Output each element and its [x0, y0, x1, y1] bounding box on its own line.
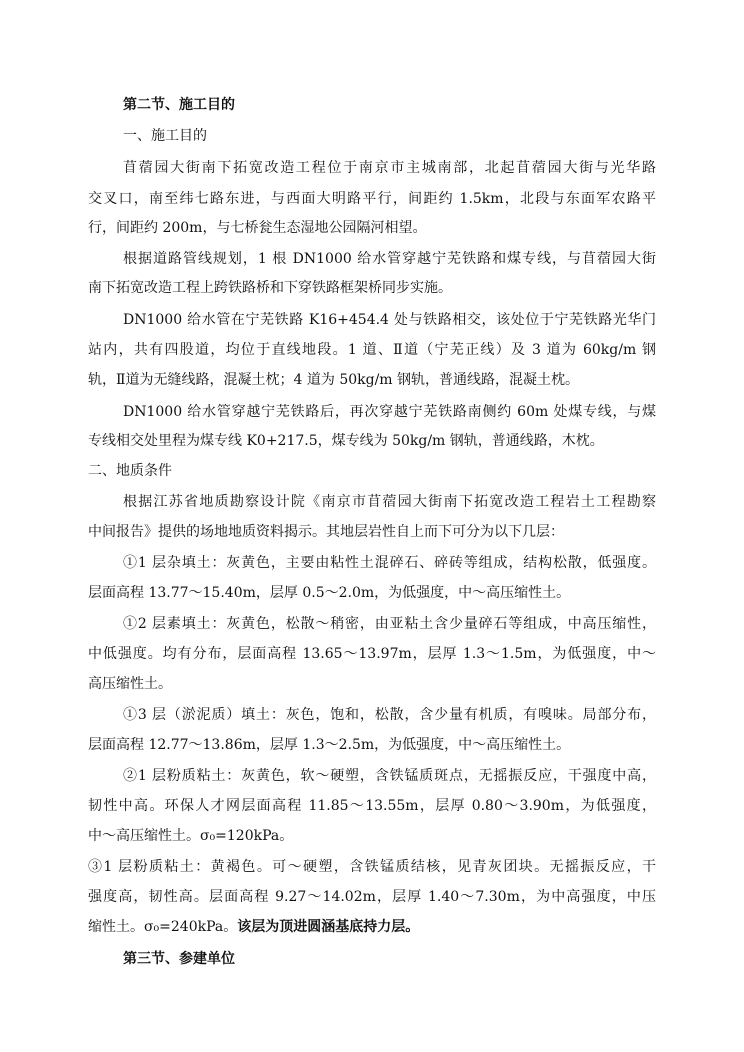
paragraph-text: 缩性土。σ₀=240kPa。 — [88, 919, 238, 935]
section3-heading: 第三节、参建单位 — [123, 951, 235, 967]
paragraph-line: 强度高，韧性高。层面高程 9.27～14.02m，层厚 1.40～7.30m，为中高强度，中压 — [88, 889, 656, 905]
paragraph-line: 层面高程 13.77～15.40m，层厚 0.5～2.0m，为低强度，中～高压缩性土。 — [88, 585, 571, 601]
paragraph-line: 高压缩性土。 — [88, 676, 172, 692]
paragraph-line: 行，间距约 200m，与七桥瓮生态湿地公园隔河相望。 — [88, 220, 427, 236]
paragraph-line: 中低强度。均有分布，层面高程 13.65～13.97m，层厚 1.3～1.5m，为低强度，中～ — [88, 646, 656, 662]
paragraph-line: DN1000 给水管在宁芜铁路 K16+454.4 处与铁路相交，该处位于宁芜铁路光华门 — [123, 312, 656, 328]
paragraph-line: 南下拓宽改造工程上跨铁路桥和下穿铁路框架桥同步实施。 — [88, 280, 452, 296]
paragraph-line: ③1 层粉质粘土：黄褐色。可～硬塑，含铁锰质结核，见青灰团块。无摇振反应，干 — [88, 859, 656, 875]
paragraph-line: 中～高压缩性土。σ₀=120kPa。 — [88, 828, 294, 844]
paragraph-line: DN1000 给水管穿越宁芜铁路后，再次穿越宁芜铁路南侧约 60m 处煤专线，与煤 — [123, 404, 656, 420]
paragraph-line: ①3 层（淤泥质）填土：灰色，饱和，松散，含少量有机质，有嗅味。局部分布， — [123, 707, 656, 723]
paragraph-line: 根据江苏省地质勘察设计院《南京市苜蓿园大街南下拓宽改造工程岩土工程勘察 — [123, 494, 656, 510]
paragraph-line: ①2 层素填土：灰黄色，松散～稍密，由亚粘土含少量碎石等组成，中高压缩性， — [123, 616, 656, 632]
paragraph-line: ①1 层杂填土：灰黄色，主要由粘性土混碎石、碎砖等组成，结构松散，低强度。 — [123, 555, 656, 571]
section2-heading: 第二节、施工目的 — [123, 97, 235, 113]
paragraph-line: ②1 层粉质粘土：灰黄色，软～硬塑，含铁锰质斑点，无摇振反应，干强度中高， — [123, 768, 656, 784]
paragraph-line: 专线相交处里程为煤专线 K0+217.5，煤专线为 50kg/m 钢轨，普通线路，木枕。 — [88, 433, 604, 449]
paragraph-line: 交叉口，南至纬七路东进，与西面大明路平行，间距约 1.5km，北段与东面军农路平 — [88, 191, 656, 207]
sub2-heading: 二、地质条件 — [88, 463, 172, 479]
paragraph-line: 轨，Ⅱ道为无缝线路，混凝土枕；4 道为 50kg/m 钢轨，普通线路，混凝土枕。 — [88, 372, 580, 388]
paragraph-line — [88, 918, 419, 936]
sub1-heading: 一、施工目的 — [123, 128, 207, 144]
paragraph-line: 站内，共有四股道，均位于直线地段。1 道、Ⅱ道（宁芜正线）及 3 道为 60kg/m 钢 — [88, 342, 656, 358]
paragraph-line: 苜蓿园大街南下拓宽改造工程位于南京市主城南部，北起苜蓿园大街与光华路 — [123, 160, 656, 176]
paragraph-line: 根据道路管线规划，1 根 DN1000 给水管穿越宁芜铁路和煤专线，与苜蓿园大街 — [123, 251, 656, 267]
paragraph-line: 层面高程 12.77～13.86m，层厚 1.3～2.5m，为低强度，中～高压缩性土。 — [88, 737, 571, 753]
paragraph-line: 韧性中高。环保人才网层面高程 11.85～13.55m，层厚 0.80～3.90m，为低强度， — [88, 798, 656, 814]
bearing-layer-note: 该层为顶进圆涵基底持力层。 — [237, 919, 420, 935]
paragraph-line: 中间报告》提供的场地地质资料揭示。其地层岩性自上而下可分为以下几层： — [88, 524, 564, 540]
